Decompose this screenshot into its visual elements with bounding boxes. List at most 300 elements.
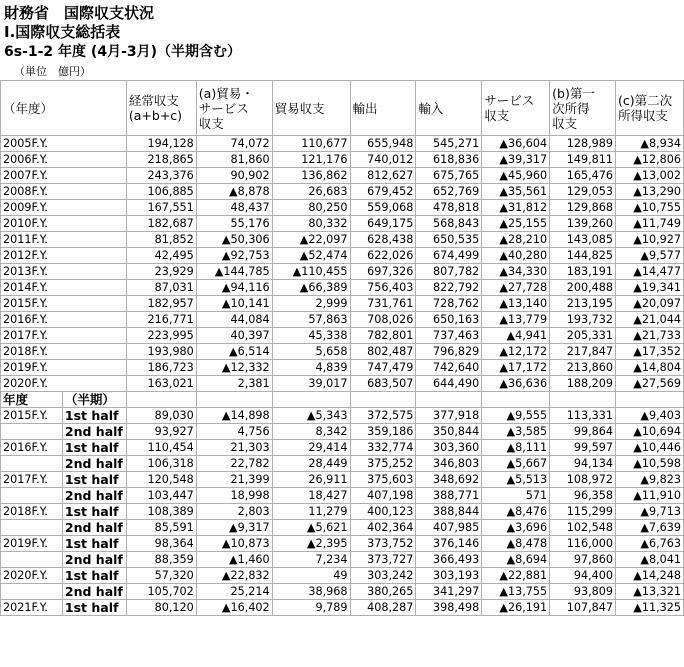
value-cell: 376,146 [416,536,482,552]
value-cell: 80,120 [126,600,196,616]
value-cell: ▲14,248 [616,568,684,584]
value-cell: 650,163 [416,312,482,328]
value-cell: 697,326 [350,264,416,280]
value-cell: 28,449 [272,456,350,472]
value-cell: 139,260 [550,216,616,232]
value-cell: 144,825 [550,248,616,264]
year-cell [1,456,63,472]
value-cell: 375,603 [350,472,416,488]
year-cell [1,552,63,568]
empty-cell [126,392,196,408]
value-cell: 2,999 [272,296,350,312]
value-cell: 129,868 [550,200,616,216]
annual-row [1,360,684,376]
half-cell: 1st half [62,536,126,552]
page-subtitle: Ⅰ.国際収支総括表 [4,23,121,41]
header-cell: (c)第二次 所得収支 [616,81,684,136]
value-cell: 822,792 [416,280,482,296]
value-cell: ▲5,343 [272,408,350,424]
value-cell: 110,677 [272,136,350,152]
year-cell [1,424,63,440]
value-cell: ▲16,402 [196,600,272,616]
value-cell: 332,774 [350,440,416,456]
value-cell: 728,762 [416,296,482,312]
value-cell: ▲92,753 [196,248,272,264]
value-cell: 398,498 [416,600,482,616]
value-cell: 674,499 [416,248,482,264]
value-cell: ▲12,172 [482,344,550,360]
value-cell: 26,911 [272,472,350,488]
value-cell: 194,128 [126,136,196,152]
value-cell: ▲9,555 [482,408,550,424]
value-cell: ▲10,755 [616,200,684,216]
half-row [1,424,684,440]
value-cell: ▲36,636 [482,376,550,392]
value-cell: ▲8,878 [196,184,272,200]
year-cell: 2005F.Y. [1,136,63,152]
year-cell: 2019F.Y. [1,536,63,552]
empty-cell [272,392,350,408]
value-cell: ▲6,763 [616,536,684,552]
value-cell: ▲40,280 [482,248,550,264]
value-cell: ▲25,155 [482,216,550,232]
value-cell: ▲9,403 [616,408,684,424]
value-cell: ▲11,910 [616,488,684,504]
year-cell: 2020F.Y. [1,568,63,584]
value-cell: 128,989 [550,136,616,152]
value-cell: ▲8,476 [482,504,550,520]
value-cell: ▲17,172 [482,360,550,376]
value-cell: 80,332 [272,216,350,232]
value-cell: 26,683 [272,184,350,200]
half-cell [62,280,126,296]
value-cell: 23,929 [126,264,196,280]
value-cell: 348,692 [416,472,482,488]
value-cell: ▲17,352 [616,344,684,360]
value-cell: ▲66,389 [272,280,350,296]
value-cell: ▲3,696 [482,520,550,536]
value-cell: 303,360 [416,440,482,456]
year-cell: 2008F.Y. [1,184,63,200]
table-title: 6s-1-2 年度 (4月-3月)（半期含む） [4,44,242,60]
half-row [1,488,684,504]
value-cell: 18,427 [272,488,350,504]
value-cell: ▲3,585 [482,424,550,440]
value-cell: ▲39,317 [482,152,550,168]
half-cell [62,232,126,248]
value-cell: 400,123 [350,504,416,520]
value-cell: 373,727 [350,552,416,568]
value-cell: ▲13,755 [482,584,550,600]
value-cell: ▲21,044 [616,312,684,328]
value-cell: 650,535 [416,232,482,248]
value-cell: 90,902 [196,168,272,184]
annual-row [1,280,684,296]
value-cell: ▲14,898 [196,408,272,424]
value-cell: ▲8,041 [616,552,684,568]
value-cell: ▲11,325 [616,600,684,616]
value-cell: 96,358 [550,488,616,504]
half-cell [62,344,126,360]
value-cell: 747,479 [350,360,416,376]
value-cell: 42,495 [126,248,196,264]
header-cell: (b)第一 次所得 収支 [550,81,616,136]
value-cell: 116,000 [550,536,616,552]
value-cell: 223,995 [126,328,196,344]
value-cell: 807,782 [416,264,482,280]
value-cell: 80,250 [272,200,350,216]
half-cell: 2nd half [62,424,126,440]
value-cell: 55,176 [196,216,272,232]
value-cell: 93,809 [550,584,616,600]
empty-cell [482,392,550,408]
header-cell [62,81,126,136]
value-cell: 165,476 [550,168,616,184]
value-cell: ▲1,460 [196,552,272,568]
value-cell: 303,193 [416,568,482,584]
value-cell: 478,818 [416,200,482,216]
value-cell: 74,072 [196,136,272,152]
half-cell [62,248,126,264]
value-cell: 97,860 [550,552,616,568]
half-cell: 1st half [62,440,126,456]
year-cell: 2009F.Y. [1,200,63,216]
value-cell: ▲52,474 [272,248,350,264]
value-cell: 782,801 [350,328,416,344]
half-cell [62,360,126,376]
value-cell: ▲13,321 [616,584,684,600]
header-cell: （年度） [1,81,63,136]
value-cell: 366,493 [416,552,482,568]
value-cell: ▲12,806 [616,152,684,168]
value-cell: ▲22,097 [272,232,350,248]
half-cell: 2nd half [62,488,126,504]
value-cell: ▲35,561 [482,184,550,200]
half-cell: 1st half [62,568,126,584]
annual-row [1,152,684,168]
balance-of-payments-table [0,80,684,616]
year-cell: 2006F.Y. [1,152,63,168]
value-cell: 571 [482,488,550,504]
value-cell: ▲4,941 [482,328,550,344]
value-cell: 200,488 [550,280,616,296]
year-cell: 2011F.Y. [1,232,63,248]
annual-row [1,264,684,280]
value-cell: ▲9,317 [196,520,272,536]
annual-row [1,184,684,200]
value-cell: 183,191 [550,264,616,280]
half-header-period: （半期） [62,392,126,408]
half-row [1,520,684,536]
empty-cell [616,392,684,408]
value-cell: 740,012 [350,152,416,168]
value-cell: 359,186 [350,424,416,440]
empty-cell [350,392,416,408]
value-cell: ▲8,934 [616,136,684,152]
value-cell: 341,297 [416,584,482,600]
value-cell: 756,403 [350,280,416,296]
value-cell: 186,723 [126,360,196,376]
value-cell: ▲45,960 [482,168,550,184]
value-cell: 708,026 [350,312,416,328]
value-cell: 243,376 [126,168,196,184]
value-cell: ▲2,395 [272,536,350,552]
value-cell: 94,400 [550,568,616,584]
value-cell: 93,927 [126,424,196,440]
header-cell: 貿易収支 [272,81,350,136]
value-cell: 108,389 [126,504,196,520]
value-cell: 731,761 [350,296,416,312]
value-cell: 25,214 [196,584,272,600]
half-cell [62,200,126,216]
value-cell: ▲5,667 [482,456,550,472]
value-cell: ▲13,140 [482,296,550,312]
year-cell: 2019F.Y. [1,360,63,376]
value-cell: 49 [272,568,350,584]
value-cell: 21,303 [196,440,272,456]
year-cell: 2017F.Y. [1,472,63,488]
value-cell: 4,756 [196,424,272,440]
year-cell: 2007F.Y. [1,168,63,184]
year-cell: 2015F.Y. [1,296,63,312]
value-cell: 408,287 [350,600,416,616]
value-cell: 407,198 [350,488,416,504]
value-cell: ▲20,097 [616,296,684,312]
value-cell: ▲22,832 [196,568,272,584]
value-cell: 628,438 [350,232,416,248]
value-cell: 193,732 [550,312,616,328]
annual-row [1,200,684,216]
half-cell [62,312,126,328]
header-cell: 経常収支 (a+b+c) [126,81,196,136]
year-cell: 2020F.Y. [1,376,63,392]
value-cell: 303,242 [350,568,416,584]
value-cell: 622,026 [350,248,416,264]
value-cell: 163,021 [126,376,196,392]
value-cell: ▲26,191 [482,600,550,616]
half-cell: 1st half [62,600,126,616]
annual-row [1,232,684,248]
value-cell: 380,265 [350,584,416,600]
value-cell: 48,437 [196,200,272,216]
half-cell [62,136,126,152]
value-cell: 545,271 [416,136,482,152]
value-cell: 22,782 [196,456,272,472]
half-row [1,552,684,568]
half-header-year: 年度 [1,392,63,408]
value-cell: 57,863 [272,312,350,328]
value-cell: 121,176 [272,152,350,168]
value-cell: 115,299 [550,504,616,520]
half-cell: 1st half [62,408,126,424]
value-cell: ▲13,779 [482,312,550,328]
value-cell: 39,017 [272,376,350,392]
value-cell: ▲10,446 [616,440,684,456]
half-cell: 2nd half [62,552,126,568]
header-cell: 輸出 [350,81,416,136]
year-cell: 2018F.Y. [1,344,63,360]
half-row [1,408,684,424]
value-cell: 388,771 [416,488,482,504]
value-cell: 2,803 [196,504,272,520]
table-body [1,81,684,616]
value-cell: 88,359 [126,552,196,568]
half-cell: 1st half [62,504,126,520]
value-cell: ▲19,341 [616,280,684,296]
half-cell: 2nd half [62,456,126,472]
value-cell: 136,862 [272,168,350,184]
value-cell: 407,985 [416,520,482,536]
value-cell: 87,031 [126,280,196,296]
value-cell: 102,548 [550,520,616,536]
half-header-row [1,392,684,408]
value-cell: 679,452 [350,184,416,200]
half-cell: 2nd half [62,584,126,600]
value-cell: 105,702 [126,584,196,600]
value-cell: 649,175 [350,216,416,232]
value-cell: 40,397 [196,328,272,344]
value-cell: 9,789 [272,600,350,616]
annual-row [1,168,684,184]
value-cell: 683,507 [350,376,416,392]
value-cell: 652,769 [416,184,482,200]
half-row [1,472,684,488]
year-cell: 2015F.Y. [1,408,63,424]
value-cell: 113,331 [550,408,616,424]
value-cell: ▲8,111 [482,440,550,456]
value-cell: 2,381 [196,376,272,392]
value-cell: 4,839 [272,360,350,376]
value-cell: 167,551 [126,200,196,216]
value-cell: ▲28,210 [482,232,550,248]
value-cell: ▲13,290 [616,184,684,200]
half-cell [62,216,126,232]
year-cell: 2017F.Y. [1,328,63,344]
value-cell: 45,338 [272,328,350,344]
half-cell: 2nd half [62,520,126,536]
value-cell: 346,803 [416,456,482,472]
value-cell: 213,860 [550,360,616,376]
annual-row [1,376,684,392]
value-cell: 98,364 [126,536,196,552]
unit-label: （単位 億円） [14,65,91,78]
value-cell: ▲9,577 [616,248,684,264]
year-cell: 2021F.Y. [1,600,63,616]
value-cell: ▲22,881 [482,568,550,584]
value-cell: 802,487 [350,344,416,360]
value-cell: 81,852 [126,232,196,248]
value-cell: ▲11,749 [616,216,684,232]
value-cell: 812,627 [350,168,416,184]
value-cell: ▲13,002 [616,168,684,184]
value-cell: 143,085 [550,232,616,248]
value-cell: 149,811 [550,152,616,168]
value-cell: 644,490 [416,376,482,392]
half-cell [62,264,126,280]
half-row [1,504,684,520]
value-cell: 737,463 [416,328,482,344]
half-cell [62,184,126,200]
value-cell: 377,918 [416,408,482,424]
value-cell: 388,844 [416,504,482,520]
value-cell: 372,575 [350,408,416,424]
value-cell: 8,342 [272,424,350,440]
value-cell: 103,447 [126,488,196,504]
value-cell: 110,454 [126,440,196,456]
value-cell: ▲9,713 [616,504,684,520]
value-cell: ▲110,455 [272,264,350,280]
value-cell: 373,752 [350,536,416,552]
value-cell: 44,084 [196,312,272,328]
annual-row [1,136,684,152]
value-cell: ▲94,116 [196,280,272,296]
year-cell: 2010F.Y. [1,216,63,232]
value-cell: ▲50,306 [196,232,272,248]
value-cell: ▲36,604 [482,136,550,152]
value-cell: 675,765 [416,168,482,184]
year-cell: 2014F.Y. [1,280,63,296]
value-cell: 618,836 [416,152,482,168]
header-row [1,81,684,136]
value-cell: ▲27,569 [616,376,684,392]
value-cell: ▲10,141 [196,296,272,312]
value-cell: 205,331 [550,328,616,344]
annual-row [1,248,684,264]
value-cell: ▲10,694 [616,424,684,440]
value-cell: 108,972 [550,472,616,488]
value-cell: 21,399 [196,472,272,488]
value-cell: ▲10,598 [616,456,684,472]
annual-row [1,344,684,360]
value-cell: 89,030 [126,408,196,424]
value-cell: 38,968 [272,584,350,600]
value-cell: ▲27,728 [482,280,550,296]
half-cell: 1st half [62,472,126,488]
year-cell [1,488,63,504]
half-cell [62,168,126,184]
value-cell: ▲31,812 [482,200,550,216]
value-cell: 218,865 [126,152,196,168]
value-cell: 742,640 [416,360,482,376]
half-row [1,600,684,616]
value-cell: 193,980 [126,344,196,360]
half-row [1,456,684,472]
value-cell: 796,829 [416,344,482,360]
year-cell [1,520,63,536]
page-title: 財務省 国際収支状況 [4,4,155,22]
value-cell: 568,843 [416,216,482,232]
value-cell: 559,068 [350,200,416,216]
half-cell [62,152,126,168]
value-cell: 655,948 [350,136,416,152]
value-cell: ▲10,873 [196,536,272,552]
value-cell: 350,844 [416,424,482,440]
value-cell: 18,998 [196,488,272,504]
value-cell: ▲7,639 [616,520,684,536]
value-cell: ▲21,733 [616,328,684,344]
annual-row [1,328,684,344]
value-cell: ▲14,804 [616,360,684,376]
annual-row [1,296,684,312]
half-row [1,440,684,456]
value-cell: 57,320 [126,568,196,584]
value-cell: ▲6,514 [196,344,272,360]
value-cell: 216,771 [126,312,196,328]
value-cell: 217,847 [550,344,616,360]
empty-cell [550,392,616,408]
value-cell: 106,885 [126,184,196,200]
half-cell [62,296,126,312]
